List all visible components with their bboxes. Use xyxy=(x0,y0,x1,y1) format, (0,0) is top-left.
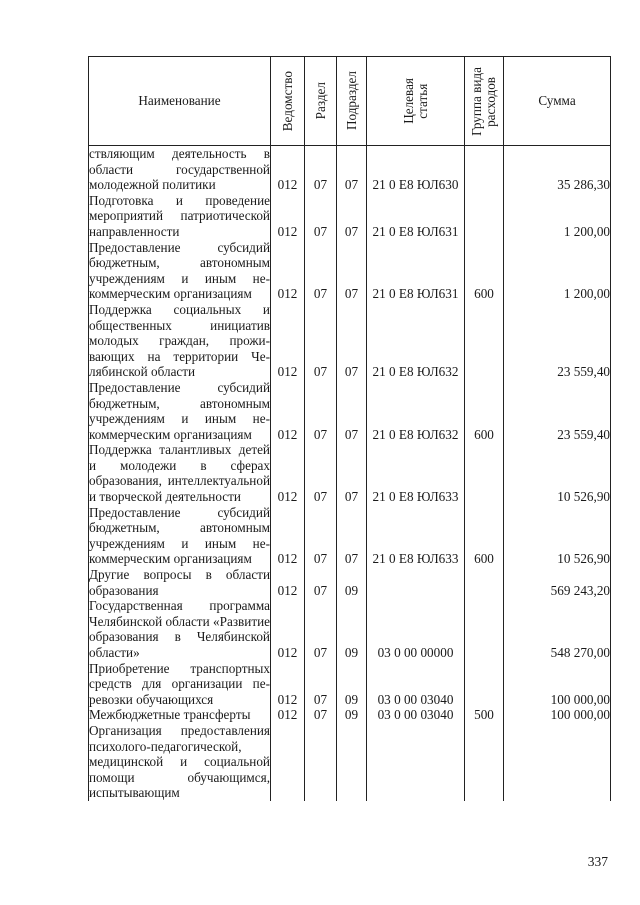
cell-razdel: 07 xyxy=(305,240,337,302)
cell-vedomstvo: 012 xyxy=(271,661,305,708)
cell-summa: 35 286,30 xyxy=(504,146,611,193)
header-vedomstvo-label: Ведомство xyxy=(279,70,295,132)
cell-razdel: 07 xyxy=(305,598,337,660)
cell-name: Подготовка и проведение мероприятий патриотической направленности xyxy=(89,192,270,239)
cell-podrazdel: 07 xyxy=(337,146,367,193)
cell-name: Предоставление субсидий бюджетным, автономным учреждениям и иным некоммерческим организациям xyxy=(89,504,270,567)
cell-celevaya: 21 0 Е8 ЮЛ631 xyxy=(367,193,465,240)
header-vedomstvo xyxy=(271,57,305,146)
header-name: Наименование xyxy=(89,57,271,146)
header-summa: Сумма xyxy=(504,57,611,146)
cell-razdel: 07 xyxy=(305,380,337,442)
cell-vedomstvo xyxy=(271,723,305,801)
cell-gruppa xyxy=(465,598,504,660)
cell-razdel: 07 xyxy=(305,505,337,567)
cell-summa: 10 526,90 xyxy=(504,505,611,567)
cell-summa: 1 200,00 xyxy=(504,193,611,240)
cell-celevaya: 21 0 Е8 ЮЛ632 xyxy=(367,380,465,442)
cell-summa xyxy=(504,723,611,801)
cell-gruppa xyxy=(465,661,504,708)
cell-celevaya xyxy=(367,567,465,598)
table-row xyxy=(89,240,611,302)
cell-celevaya xyxy=(367,723,465,801)
cell-vedomstvo: 012 xyxy=(271,380,305,442)
cell-name: Поддержка социальных и общественных инициатив молодых граждан, проживающих на территории Челябинской области xyxy=(89,301,270,380)
cell-vedomstvo: 012 xyxy=(271,505,305,567)
cell-celevaya: 03 0 00 03040 xyxy=(367,707,465,723)
cell-name: Межбюджетные трансферты xyxy=(89,707,271,723)
budget-table xyxy=(88,56,611,801)
table-row xyxy=(89,598,611,660)
cell-gruppa xyxy=(465,723,504,801)
table-body xyxy=(89,146,611,801)
cell-vedomstvo: 012 xyxy=(271,240,305,302)
cell-celevaya: 21 0 Е8 ЮЛ630 xyxy=(367,146,465,193)
header-gruppa xyxy=(465,57,504,146)
cell-podrazdel: 09 xyxy=(337,661,367,708)
cell-summa: 569 243,20 xyxy=(504,567,611,598)
cell-summa: 23 559,40 xyxy=(504,380,611,442)
header-razdel xyxy=(305,57,337,146)
table-row xyxy=(89,380,611,442)
table-row xyxy=(89,193,611,240)
cell-razdel: 07 xyxy=(305,661,337,708)
cell-summa: 548 270,00 xyxy=(504,598,611,660)
cell-name: Приобретение транспортных средств для организации перевозки обучающихся xyxy=(89,660,270,707)
table-row xyxy=(89,442,611,504)
cell-vedomstvo: 012 xyxy=(271,598,305,660)
cell-gruppa xyxy=(465,442,504,504)
cell-name: Другие вопросы в области образования xyxy=(89,567,270,598)
table-header-row xyxy=(89,57,611,146)
table-row xyxy=(89,567,611,598)
header-celevaya-label: Целевая статья xyxy=(400,78,430,124)
cell-razdel: 07 xyxy=(305,567,337,598)
cell-gruppa: 600 xyxy=(465,240,504,302)
cell-podrazdel: 07 xyxy=(337,380,367,442)
cell-podrazdel: 09 xyxy=(337,567,367,598)
cell-name: Государственная программа Челябинской области «Развитие образования в Челябинской области» xyxy=(89,598,270,660)
cell-celevaya: 21 0 Е8 ЮЛ632 xyxy=(367,302,465,380)
cell-gruppa xyxy=(465,302,504,380)
page-number: 337 xyxy=(587,854,608,869)
cell-summa: 23 559,40 xyxy=(504,302,611,380)
cell-podrazdel: 07 xyxy=(337,302,367,380)
table-row xyxy=(89,505,611,567)
cell-celevaya: 21 0 Е8 ЮЛ633 xyxy=(367,505,465,567)
cell-razdel: 07 xyxy=(305,707,337,723)
cell-podrazdel: 09 xyxy=(337,598,367,660)
cell-celevaya: 21 0 Е8 ЮЛ633 xyxy=(367,442,465,504)
cell-podrazdel: 07 xyxy=(337,193,367,240)
cell-name: Организация предоставления психолого-педагогической, медицинской и социальной помощи обучающимся, испытывающим xyxy=(89,722,270,801)
cell-celevaya: 03 0 00 03040 xyxy=(367,661,465,708)
header-gruppa-label: Группа вида расходов xyxy=(469,66,498,136)
cell-name: Предоставление субсидий бюджетным, автономным учреждениям и иным некоммерческим организациям xyxy=(89,239,270,302)
cell-gruppa: 500 xyxy=(465,707,504,723)
table-row xyxy=(89,146,611,193)
cell-vedomstvo: 012 xyxy=(271,146,305,193)
table-row xyxy=(89,723,611,801)
cell-razdel: 07 xyxy=(305,302,337,380)
cell-summa: 100 000,00 xyxy=(504,661,611,708)
table-row xyxy=(89,302,611,380)
cell-name: Предоставление субсидий бюджетным, автономным учреждениям и иным некоммерческим организациям xyxy=(89,379,270,442)
cell-gruppa: 600 xyxy=(465,505,504,567)
cell-vedomstvo: 012 xyxy=(271,442,305,504)
header-celevaya xyxy=(367,57,465,146)
cell-summa: 10 526,90 xyxy=(504,442,611,504)
cell-podrazdel: 07 xyxy=(337,240,367,302)
cell-razdel xyxy=(305,723,337,801)
cell-summa: 1 200,00 xyxy=(504,240,611,302)
cell-podrazdel: 09 xyxy=(337,707,367,723)
cell-gruppa: 600 xyxy=(465,380,504,442)
cell-summa: 100 000,00 xyxy=(504,707,611,723)
cell-podrazdel xyxy=(337,723,367,801)
cell-gruppa xyxy=(465,567,504,598)
cell-celevaya: 03 0 00 00000 xyxy=(367,598,465,660)
cell-celevaya: 21 0 Е8 ЮЛ631 xyxy=(367,240,465,302)
cell-vedomstvo: 012 xyxy=(271,707,305,723)
cell-vedomstvo: 012 xyxy=(271,567,305,598)
header-razdel-label: Раздел xyxy=(312,82,328,120)
table-row xyxy=(89,707,611,723)
cell-name: ствляющим деятельность в области государственной молодежной политики xyxy=(89,146,270,193)
cell-name: Поддержка талантливых детей и молодежи в сферах образования, интеллектуальной и творческой деятельности xyxy=(89,442,270,505)
cell-gruppa xyxy=(465,193,504,240)
cell-vedomstvo: 012 xyxy=(271,193,305,240)
table-row xyxy=(89,661,611,708)
cell-razdel: 07 xyxy=(305,193,337,240)
cell-razdel: 07 xyxy=(305,442,337,504)
cell-podrazdel: 07 xyxy=(337,442,367,504)
header-podrazdel-label: Подраздел xyxy=(343,71,359,131)
cell-gruppa xyxy=(465,146,504,193)
cell-vedomstvo: 012 xyxy=(271,302,305,380)
cell-podrazdel: 07 xyxy=(337,505,367,567)
cell-razdel: 07 xyxy=(305,146,337,193)
header-podrazdel xyxy=(337,57,367,146)
